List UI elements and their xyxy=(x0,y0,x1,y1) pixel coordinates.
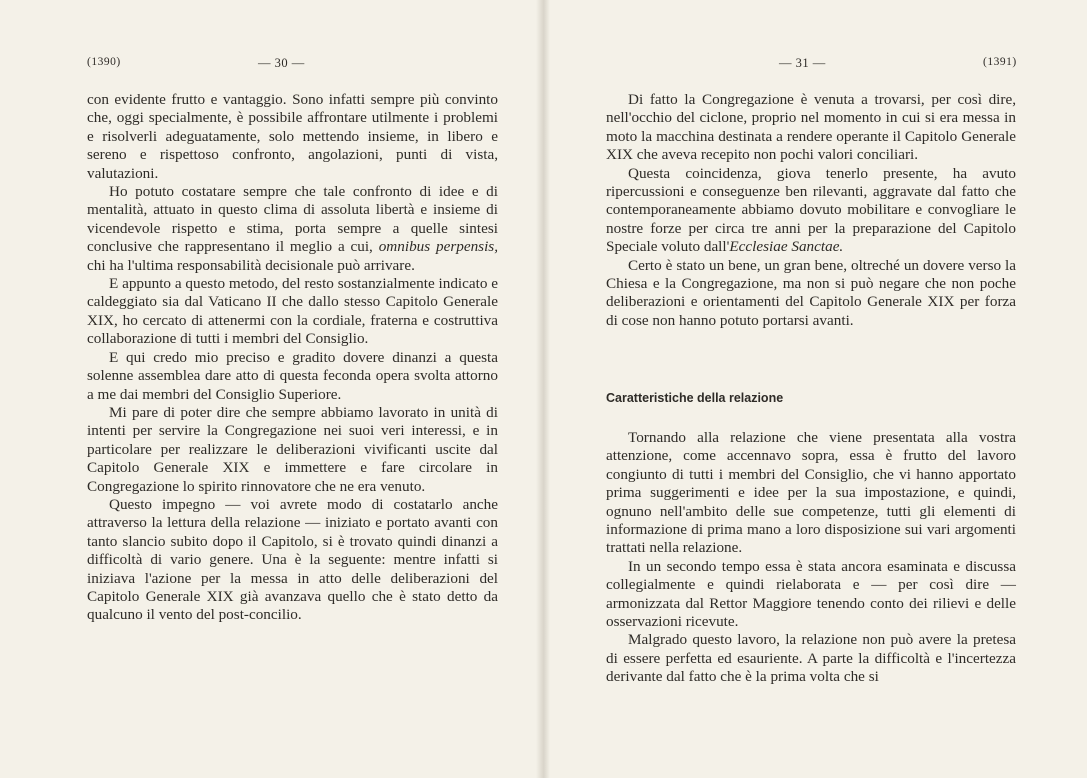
paragraph: In un secondo tempo essa è stata ancora esaminata e discussa collegialmente e quindi rielaborata e — per così dire — armonizzata dal Rettor Maggiore tenendo conto dei rilievi e delle osservazioni ricevute. xyxy=(606,557,1016,631)
paragraph: Tornando alla relazione che viene presentata alla vostra attenzione, come accennavo sopra, essa è frutto del lavoro congiunto di tutti i membri del Consiglio, che vi hanno apportato prima suggerimenti e idee per la sua impostazione, e quindi, ognuno nell'ambito delle sue competenze, tutti gli elementi di informazione di prima mano a loro disposizione sui vari argomenti trattati nella relazione. xyxy=(606,429,1016,557)
paragraph-text: Questa coincidenza, giova tenerlo presente, ha avuto ripercussioni e conseguenze ben rilevanti, aggravate dal fatto che contemporaneamente abbiamo dovuto mobilitare e convogliare le nostre forze per circa tre anni per la preparazione del Capitolo Speciale voluto dall' xyxy=(606,164,1016,256)
paragraph-text: Ho potuto costatare sempre che tale confronto di idee e di mentalità, attuato in questo clima di assoluta libertà e insieme di vicendevole rispetto e stima, porta sempre a quelle sintesi conclusive che rappresentano il meglio a cui, xyxy=(87,183,498,256)
right-page-body-bottom xyxy=(606,429,1016,687)
left-page-number: — 30 — xyxy=(258,56,305,70)
left-page-code: (1390) xyxy=(87,56,121,68)
paragraph: Certo è stato un bene, un gran bene, oltreché un dovere verso la Chiesa e la Congregazione, ma non si può negare che non poche deliberazioni e orientamenti del Capitolo Generale XIX per forza di cose non hanno potuto portarsi avanti. xyxy=(606,256,1016,329)
paragraph: Mi pare di poter dire che sempre abbiamo lavorato in unità di intenti per servire la Congregazione nei suoi veri interessi, e in particolare per realizzare le deliberazioni vivificanti uscite dal Capitolo Generale XIX e immettere e fare circolare in Congregazione lo spirito rinnovatore che ne era venuto. xyxy=(87,403,498,495)
left-page xyxy=(0,0,543,778)
latin-phrase: omnibus perpensis, xyxy=(378,238,498,256)
right-page-number: — 31 — xyxy=(779,56,826,70)
right-page-code: (1391) xyxy=(983,56,1017,68)
paragraph: con evidente frutto e vantaggio. Sono infatti sempre più convinto che, oggi specialmente, è possibile affrontare utilmente i problemi e risolverli adeguatamente, solo mettendo insieme, in libero e sereno e rispettoso confronto, angolazioni, punti di vista, valutazioni. xyxy=(87,91,498,182)
right-page-body-top xyxy=(606,91,1016,330)
paragraph-text: chi ha l'ultima responsabilità decisionale può arrivare. xyxy=(87,256,415,274)
paragraph: Di fatto la Congregazione è venuta a trovarsi, per così dire, nell'occhio del ciclone, proprio nel momento in cui si era messa in moto la macchina destinata a rendere operante il Capitolo Generale XIX che aveva recepito non pochi valori conciliari. xyxy=(606,91,1016,164)
book-gutter xyxy=(536,0,550,778)
latin-phrase: Ecclesiae Sanctae. xyxy=(729,238,844,256)
paragraph: E appunto a questo metodo, del resto sostanzialmente indicato e caldeggiato sia dal Vaticano II che dallo stesso Capitolo Generale XIX, ho cercato di attenermi con la cordiale, fraterna e costruttiva collaborazione di tutti i membri del Consiglio. xyxy=(87,275,498,348)
paragraph: Questo impegno — voi avrete modo di costatarlo anche attraverso la lettura della relazione — iniziato e portato avanti con tanto slancio subito dopo il Capitolo, si è trovato quindi dinanzi a difficoltà di vario genere. Una è la seguente: mentre infatti si iniziava l'azione per la messa in atto delle deliberazioni del Capitolo Generale XIX già avanzava quello che è stato detto da qualcuno il vento del post-concilio. xyxy=(87,495,498,624)
left-page-body xyxy=(87,91,498,625)
paragraph xyxy=(87,183,498,275)
section-heading: Caratteristiche della relazione xyxy=(606,391,784,405)
paragraph: E qui credo mio preciso e gradito dovere dinanzi a questa solenne assemblea dare atto di questa feconda opera svolta attorno a me dai membri del Consiglio Superiore. xyxy=(87,348,498,403)
paragraph xyxy=(606,165,1016,257)
right-page xyxy=(543,0,1087,778)
paragraph: Malgrado questo lavoro, la relazione non può avere la pretesa di essere perfetta ed esauriente. A parte la difficoltà e l'incertezza derivante dal fatto che è la prima volta che si xyxy=(606,631,1016,686)
